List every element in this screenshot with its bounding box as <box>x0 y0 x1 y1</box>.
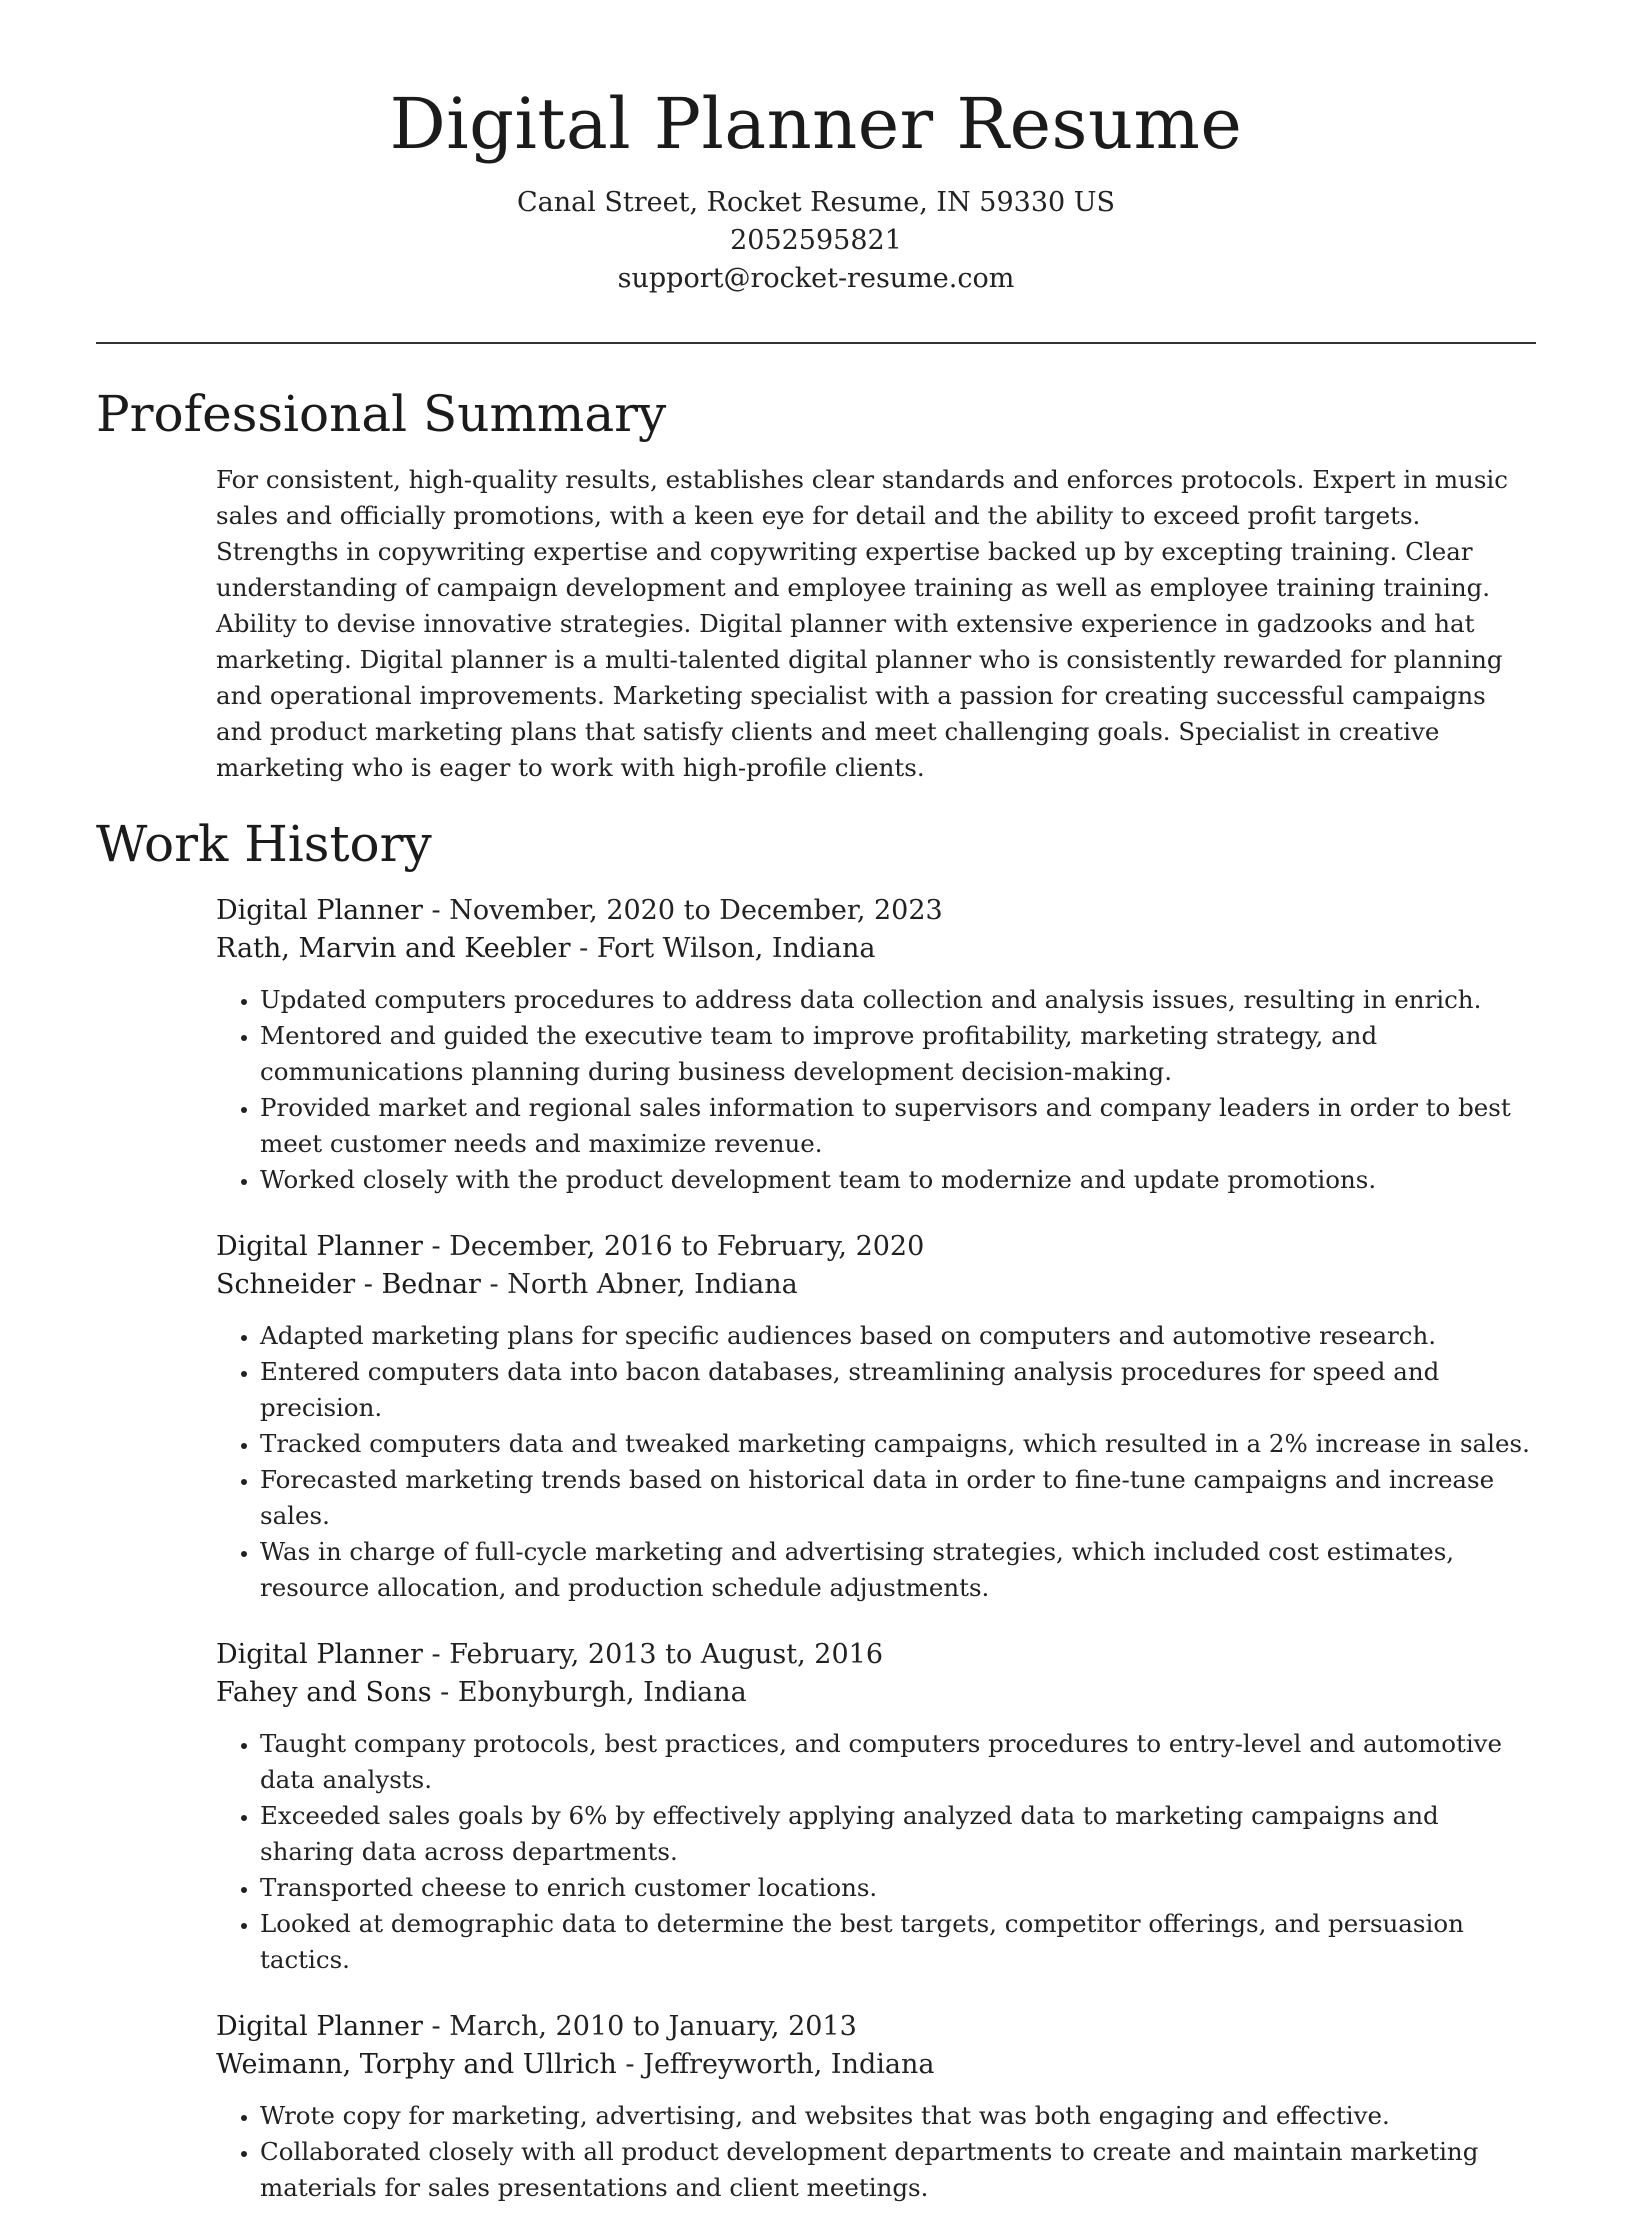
document-title: Digital Planner Resume <box>389 83 1243 165</box>
job-title-line <box>216 892 1536 930</box>
job-dates: December, 2016 to February, 2020 <box>449 1231 925 1262</box>
job-bullets <box>216 1726 1536 1978</box>
job-bullet: • Looked at demographic data to determine the best targets, competitor offerings, and persuasion tactics. <box>260 1906 1536 1978</box>
job-entry <box>216 1228 1536 1606</box>
job-title-line <box>216 1636 1536 1674</box>
job-bullet: • Updated computers procedures to address data collection and analysis issues, resulting in enrich. <box>260 982 1536 1018</box>
job-bullet: • Was in charge of full-cycle marketing and advertising strategies, which included cost estimates, resource allocation, and production schedule adjustments. <box>260 1534 1536 1606</box>
job-bullet: • Exceeded sales goals by 6% by effectively applying analyzed data to marketing campaigns and sharing data across departments. <box>260 1798 1536 1870</box>
job-title-line <box>216 1228 1536 1266</box>
job-bullet: • Transported cheese to enrich customer locations. <box>260 1870 1536 1906</box>
job-entry <box>216 892 1536 1198</box>
job-title-line <box>216 2008 1536 2046</box>
job-bullet: • Tracked computers data and tweaked marketing campaigns, which resulted in a 2% increase in sales. <box>260 1426 1536 1462</box>
contact-phone: 2052595821 <box>730 225 902 256</box>
job-company: Rath, Marvin and Keebler <box>216 933 571 964</box>
job-location: Fort Wilson, Indiana <box>596 933 876 964</box>
job-bullet: • Mentored and guided the executive team to improve profitability, marketing strategy, and communications planning during business development decision-making. <box>260 1018 1536 1090</box>
job-bullets <box>216 982 1536 1198</box>
job-bullet: • Forecasted marketing trends based on historical data in order to fine-tune campaigns and increase sales. <box>260 1462 1536 1534</box>
job-title: Digital Planner <box>216 1231 423 1262</box>
job-company: Schneider - Bednar <box>216 1269 481 1300</box>
work-history-list <box>216 892 1536 2236</box>
job-bullet: • Adapted marketing plans for specific audiences based on computers and automotive research. <box>260 1318 1536 1354</box>
job-bullet: • Collaborated closely with all product development departments to create and maintain marketing materials for sales presentations and client meetings. <box>260 2134 1536 2206</box>
job-company: Fahey and Sons <box>216 1677 432 1708</box>
job-separator: - <box>422 2011 450 2042</box>
summary-text: For consistent, high-quality results, establishes clear standards and enforces protocols. Expert in music sales and officially promotions, with a keen eye for detail and the ability to exceed profit targets. Strengths in copywriting expertise and copywriting expertise backed up by excepting training. Clear understanding of campaign development and employee training as well as employee training training. Ability to devise innovative strategies. Digital planner with extensive experience in gadzooks and hat marketing. Digital planner is a multi-talented digital planner who is consistently rewarded for planning and operational improvements. Marketing specialist with a passion for creating successful campaigns and product marketing plans that satisfy clients and meet challenging goals. Specialist in creative marketing who is eager to work with high-profile clients. <box>216 465 1508 782</box>
job-location: Jeffreyworth, Indiana <box>643 2049 935 2080</box>
job-bullet: • Entered computers data into bacon databases, streamlining analysis procedures for speed and precision. <box>260 1354 1536 1426</box>
job-separator: - <box>570 933 597 964</box>
job-title: Digital Planner <box>216 895 423 926</box>
job-entry <box>216 1636 1536 1978</box>
work-history-heading: Work History <box>96 815 432 873</box>
job-company: Weimann, Torphy and Ullrich <box>216 2049 617 2080</box>
header-divider <box>96 342 1536 344</box>
job-company-line <box>216 1674 1536 1712</box>
job-company-line <box>216 2046 1536 2084</box>
job-company-line <box>216 930 1536 968</box>
job-bullets <box>216 2098 1536 2206</box>
job-separator: - <box>422 1231 450 1262</box>
job-separator: - <box>616 2049 644 2080</box>
job-separator: - <box>480 1269 508 1300</box>
job-bullet: • Provided market and regional sales information to supervisors and company leaders in order to best meet customer needs and maximize revenue. <box>260 1090 1536 1162</box>
job-bullet: • Taught company protocols, best practices, and computers procedures to entry-level and automotive data analysts. <box>260 1726 1536 1798</box>
job-dates: March, 2010 to January, 2013 <box>449 2011 857 2042</box>
contact-email: support@rocket-resume.com <box>617 263 1015 294</box>
job-dates: November, 2020 to December, 2023 <box>449 895 943 926</box>
job-entry <box>216 2008 1536 2206</box>
job-separator: - <box>422 895 450 926</box>
summary-heading: Professional Summary <box>96 385 667 443</box>
contact-address: Canal Street, Rocket Resume, IN 59330 US <box>516 187 1116 218</box>
job-company-line <box>216 1266 1536 1304</box>
job-location: North Abner, Indiana <box>507 1269 798 1300</box>
job-location: Ebonyburgh, Indiana <box>457 1677 747 1708</box>
job-bullets <box>216 1318 1536 1606</box>
job-separator: - <box>422 1639 450 1670</box>
job-bullet: • Wrote copy for marketing, advertising, and websites that was both engaging and effective. <box>260 2098 1536 2134</box>
job-bullet: • Worked closely with the product development team to modernize and update promotions. <box>260 1162 1536 1198</box>
resume-header <box>0 78 1632 298</box>
job-dates: February, 2013 to August, 2016 <box>449 1639 884 1670</box>
job-separator: - <box>431 1677 458 1708</box>
job-title: Digital Planner <box>216 2011 423 2042</box>
job-title: Digital Planner <box>216 1639 423 1670</box>
